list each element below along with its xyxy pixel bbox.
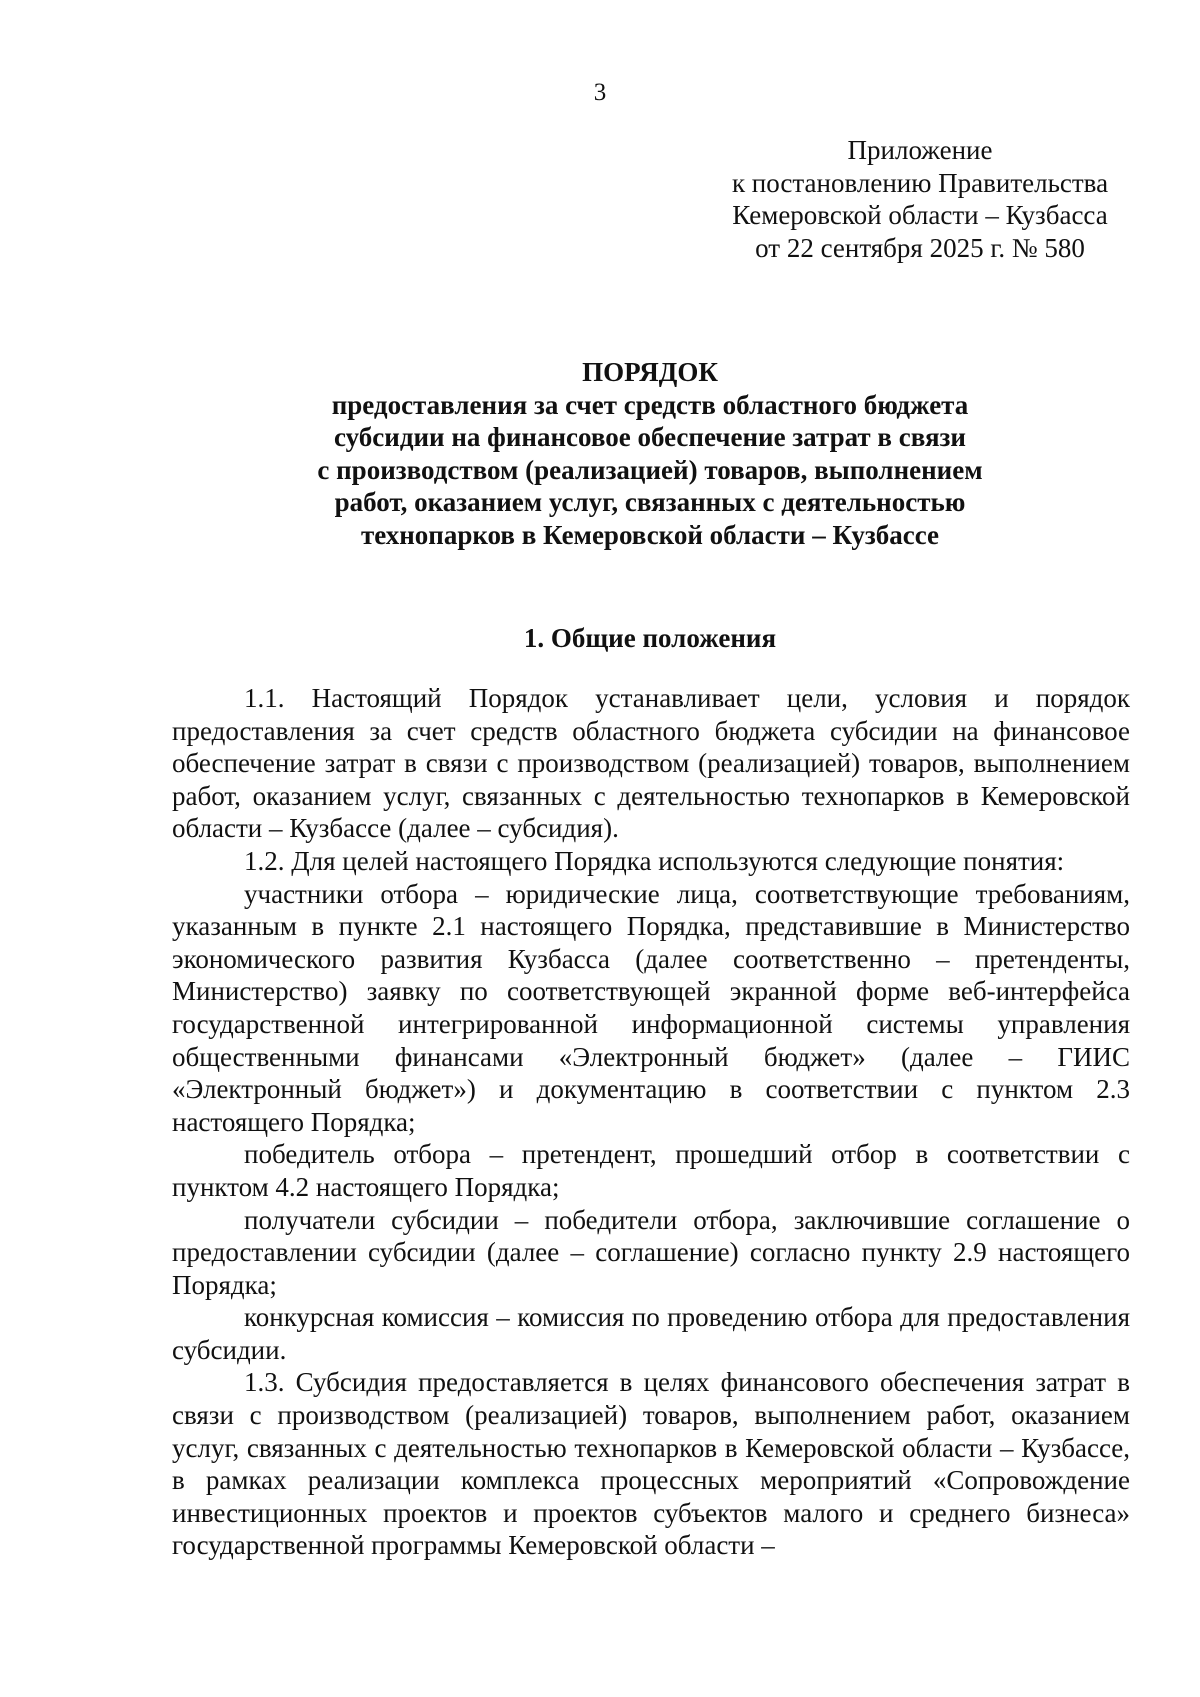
- appendix-line: Приложение: [847, 135, 993, 165]
- title-line: субсидии на финансовое обеспечение затрат в связи: [334, 422, 966, 453]
- appendix-line: Кемеровской области – Кузбасса: [732, 200, 1108, 230]
- page-number: 3: [593, 79, 607, 106]
- title-heading: ПОРЯДОК: [582, 357, 718, 387]
- appendix-line: от 22 сентября 2025 г. № 580: [755, 232, 1085, 263]
- section-heading: 1. Общие положения: [523, 623, 777, 653]
- paragraph: конкурсная комиссия – комиссия по проведению отбора для предоставления субсидии.: [172, 1302, 1130, 1365]
- title-line: работ, оказанием услуг, связанных с деятельностью: [334, 487, 966, 518]
- paragraph: победитель отбора – претендент, прошедший отбор в соответствии с пунктом 4.2 настоящего Порядка;: [172, 1139, 1130, 1202]
- appendix-line: к постановлению Правительства: [731, 167, 1109, 198]
- title-line: технопарков в Кемеровской области – Кузбассе: [361, 519, 939, 550]
- paragraph: получатели субсидии – победители отбора, заключившие соглашение о предоставлении субсидии (далее – соглашение) согласно пункту 2.9 настоящего Порядка;: [172, 1204, 1130, 1300]
- title-line: предоставления за счет средств областного бюджета: [331, 389, 969, 420]
- paragraph: 1.2. Для целей настоящего Порядка используются следующие понятия:: [244, 845, 1065, 876]
- section-body: [172, 682, 1130, 1562]
- paragraph: участники отбора – юридические лица, соответствующие требованиям, указанным в пункте 2.1 настоящего Порядка, представившие в Министерство экономического развития Кузбасса (далее соответственно – претенденты, Министерство) заявку по соответствующей экранной форме веб-интерфейса государственной интегрированной информационной системы управления общественными финансами «Электронный бюджет» (далее – ГИИС «Электронный бюджет») и документацию в соответствии с пунктом 2.3 настоящего Порядка;: [172, 878, 1130, 1137]
- paragraph: 1.3. Субсидия предоставляется в целях финансового обеспечения затрат в связи с производством (реализацией) товаров, выполнением работ, оказанием услуг, связанных с деятельностью технопарков в Кемеровской области – Кузбассе, в рамках реализации комплекса процессных мероприятий «Сопровождение инвестиционных проектов и проектов субъектов малого и среднего бизнеса» государственной программы Кемеровской области –: [172, 1367, 1130, 1561]
- document-title: [170, 356, 1130, 552]
- title-line: с производством (реализацией) товаров, выполнением: [317, 454, 983, 485]
- appendix-block: [700, 134, 1140, 264]
- paragraph: 1.1. Настоящий Порядок устанавливает цели, условия и порядок предоставления за счет средств областного бюджета субсидии на финансовое обеспечение затрат в связи с производством (реализацией) товаров, выполнением работ, оказанием услуг, связанных с деятельностью технопарков в Кемеровской области – Кузбассе (далее – субсидия).: [172, 683, 1130, 844]
